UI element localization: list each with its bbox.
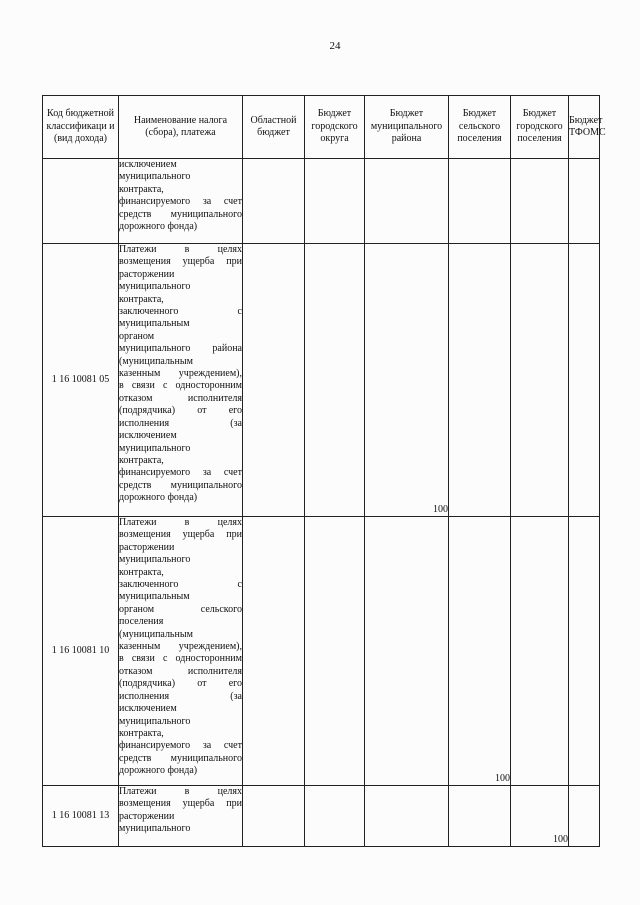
row-name [119,159,243,244]
name-line: финансируемого за счет [119,740,242,752]
name-line: в связи с односторонним [119,653,242,665]
name-line: возмещения ущерба при [119,256,242,268]
name-line: контракта, [119,566,164,578]
name-line: муниципального района [119,343,242,355]
name-line: (подрядчика) от его [119,678,242,690]
name-line: муниципального [119,823,191,835]
cell-city-district [305,244,365,517]
name-line: в связи с односторонним [119,380,242,392]
name-line: казенным учреждением), [119,641,242,653]
row-code: 1 16 10081 10 [43,517,119,786]
name-line: контракта, [119,727,164,739]
name-line: (муниципальным [119,355,193,367]
name-line: дорожного фонда) [119,492,198,504]
name-line: средств муниципального [119,208,242,220]
name-line: заключенного с [119,306,242,318]
name-line: отказом исполнителя [119,665,242,677]
name-line: расторжении [119,810,175,822]
header-city-district: Бюджет городского округа [305,96,365,159]
cell-tfoms [569,159,600,244]
name-line: исключением [119,159,177,170]
cell-regional [243,244,305,517]
cell-municipal-district: 100 [365,244,449,517]
name-line: (муниципальным [119,628,193,640]
cell-regional [243,159,305,244]
name-line: муниципального [119,442,191,454]
cell-tfoms [569,786,600,847]
cell-urban-settlement [511,244,569,517]
cell-municipal-district [365,159,449,244]
name-line: муниципального [119,281,191,293]
table-row [43,244,600,517]
name-line: расторжении [119,541,175,553]
name-line: муниципального [119,715,191,727]
name-line: возмещения ущерба при [119,529,242,541]
header-name: Наименование налога (сбора), платежа [119,96,243,159]
header-tfoms: Бюджет ТФОМС [569,96,600,159]
name-line: (подрядчика) от его [119,405,242,417]
row-code: 1 16 10081 13 [43,786,119,847]
table-row [43,517,600,786]
cell-city-district [305,159,365,244]
name-line: отказом исполнителя [119,392,242,404]
name-line: финансируемого за счет [119,467,242,479]
budget-distribution-table [42,95,606,847]
header-code: Код бюджетной классификаци и (вид дохода) [43,96,119,159]
name-line: муниципального [119,171,191,183]
cell-rural-settlement [449,159,511,244]
header-regional: Областной бюджет [243,96,305,159]
row-name [119,517,243,786]
cell-regional [243,517,305,786]
row-name [119,244,243,517]
cell-regional [243,786,305,847]
name-line: дорожного фонда) [119,765,198,777]
name-line: возмещения ущерба при [119,798,242,810]
name-line: исключением [119,430,177,442]
name-line: исполнения (за [119,690,242,702]
name-line: органом [119,330,155,342]
cell-urban-settlement: 100 [511,786,569,847]
name-line: заключенного с [119,579,242,591]
header-rural-settlement: Бюджет сельского поселения [449,96,511,159]
name-line: контракта, [119,454,164,466]
header-municipal-district: Бюджет муниципального района [365,96,449,159]
name-line: казенным учреждением), [119,368,242,380]
cell-rural-settlement [449,244,511,517]
cell-urban-settlement [511,517,569,786]
table-row [43,159,600,244]
cell-tfoms [569,244,600,517]
cell-rural-settlement [449,786,511,847]
cell-city-district [305,517,365,786]
cell-municipal-district [365,517,449,786]
table-header-row [43,96,600,159]
row-code [43,159,119,244]
cell-city-district [305,786,365,847]
name-line: расторжении [119,268,175,280]
page-number: 24 [329,40,341,52]
name-line: средств муниципального [119,752,242,764]
row-code: 1 16 10081 05 [43,244,119,517]
name-line: исключением [119,703,177,715]
name-line: контракта, [119,183,164,195]
name-line: поселения [119,616,164,628]
name-line: муниципальным [119,591,190,603]
name-line: органом сельского [119,603,242,615]
name-line: средств муниципального [119,479,242,491]
name-line: муниципальным [119,318,190,330]
cell-tfoms [569,517,600,786]
table-row [43,786,600,847]
name-line: муниципального [119,554,191,566]
cell-urban-settlement [511,159,569,244]
cell-rural-settlement: 100 [449,517,511,786]
name-line: финансируемого за счет [119,196,242,208]
name-line: контракта, [119,293,164,305]
name-line: Платежи в целях [119,244,242,255]
name-line: Платежи в целях [119,517,242,528]
row-name [119,786,243,847]
name-line: Платежи в целях [119,786,242,797]
cell-municipal-district [365,786,449,847]
name-line: дорожного фонда) [119,221,198,233]
header-urban-settlement: Бюджет городского поселения [511,96,569,159]
name-line: исполнения (за [119,417,242,429]
